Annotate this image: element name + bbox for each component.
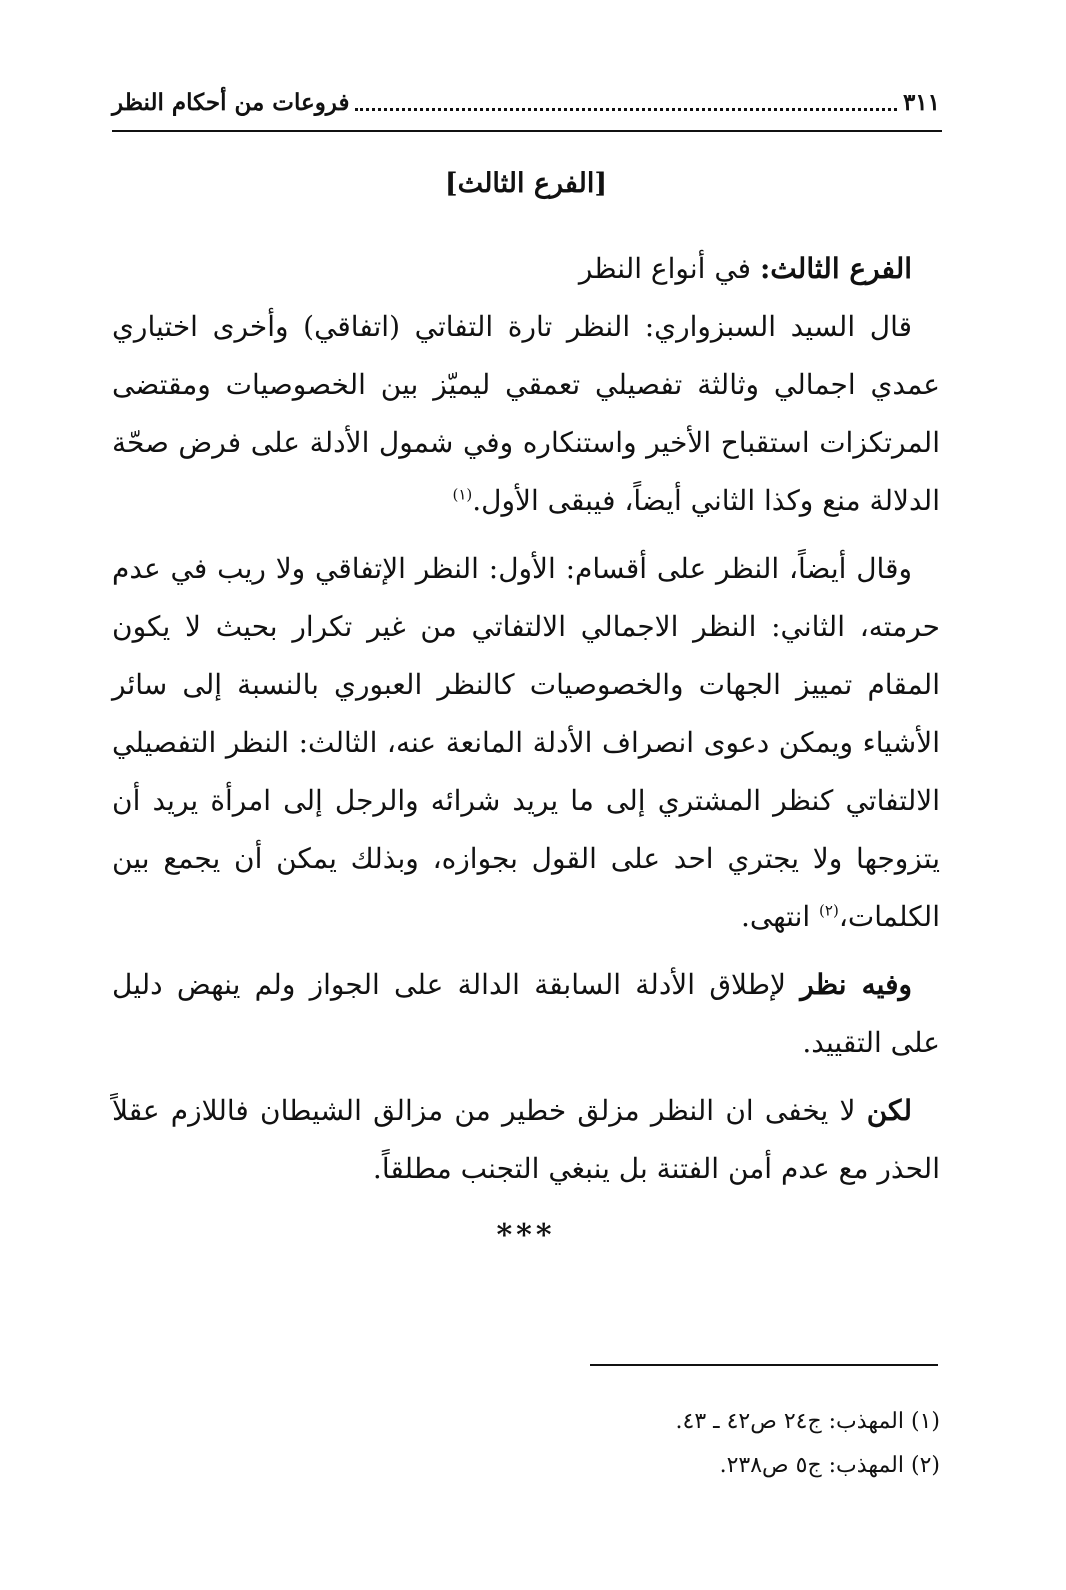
subsection-heading-bold: الفرع الثالث: <box>759 252 912 285</box>
section-separator: *** <box>496 1218 556 1253</box>
paragraph-3-text: لإطلاق الأدلة السابقة الدالة على الجواز ولم ينهض دليل على التقييد. <box>112 968 940 1059</box>
paragraph-2 <box>112 540 940 946</box>
body-text <box>112 240 940 1208</box>
paragraph-2-end: انتهى. <box>740 900 820 933</box>
footnotes <box>112 1400 940 1488</box>
footnote-ref-2: (٢) <box>819 901 839 920</box>
section-title: [الفرع الثالث] <box>444 168 608 199</box>
paragraph-1 <box>112 298 940 530</box>
subsection-heading <box>112 240 940 298</box>
chapter-title: فروعات من أحكام النظر <box>112 88 350 116</box>
header-rule <box>112 130 942 132</box>
footnote-ref-1: (١) <box>452 485 473 504</box>
footnote-1: (١) المهذب: ج٢٤ ص٤٢ ـ ٤٣. <box>675 1409 940 1434</box>
paragraph-3-bold: وفيه نظر <box>800 968 912 1001</box>
paragraph-2-text: وقال أيضاً، النظر على أقسام: الأول: النظر الإتفاقي ولا ريب في عدم حرمته، الثاني: النظر الاجمالي الالتفاتي من غير تكرار بحيث لا يكون المقام تمييز الجهات والخصوصيات كالنظر العبوري بالنسبة إلى سائر الأشياء ويمكن دعوى انصراف الأدلة المانعة عنه، الثالث: النظر التفصيلي الالتفاتي كنظر المشتري إلى ما يريد شرائه والرجل إلى امرأة يريد أن يتزوجها ولا يجتري احد على القول بجوازه، وبذلك يمكن أن يجمع بين الكلمات، <box>112 552 940 933</box>
footnote-rule <box>590 1364 938 1366</box>
page-number: ٣١١ <box>902 88 940 116</box>
footnote-2: (٢) المهذب: ج٥ ص٢٣٨. <box>719 1453 940 1478</box>
paragraph-1-text: قال السيد السبزواري: النظر تارة التفاتي (اتفاقي) وأخرى اختياري عمدي اجمالي وثالثة تفصيلي تعمقي ليميّز بين الخصوصيات ومقتضى المرتكزات استقباح الأخير واستنكاره وفي شمول الأدلة على فرض صحّة الدلالة منع وكذا الثاني أيضاً، فيبقى الأول. <box>112 310 940 517</box>
running-header <box>112 82 940 122</box>
paragraph-4 <box>112 1082 940 1198</box>
paragraph-4-text: لا يخفى ان النظر مزلق خطير من مزالق الشيطان فاللازم عقلاً الحذر مع عدم أمن الفتنة بل ينبغي التجنب مطلقاً. <box>112 1094 940 1185</box>
dotted-leader <box>355 94 896 111</box>
subsection-heading-rest: في أنواع النظر <box>578 252 760 285</box>
paragraph-3 <box>112 956 940 1072</box>
paragraph-4-bold: لكن <box>866 1094 912 1127</box>
